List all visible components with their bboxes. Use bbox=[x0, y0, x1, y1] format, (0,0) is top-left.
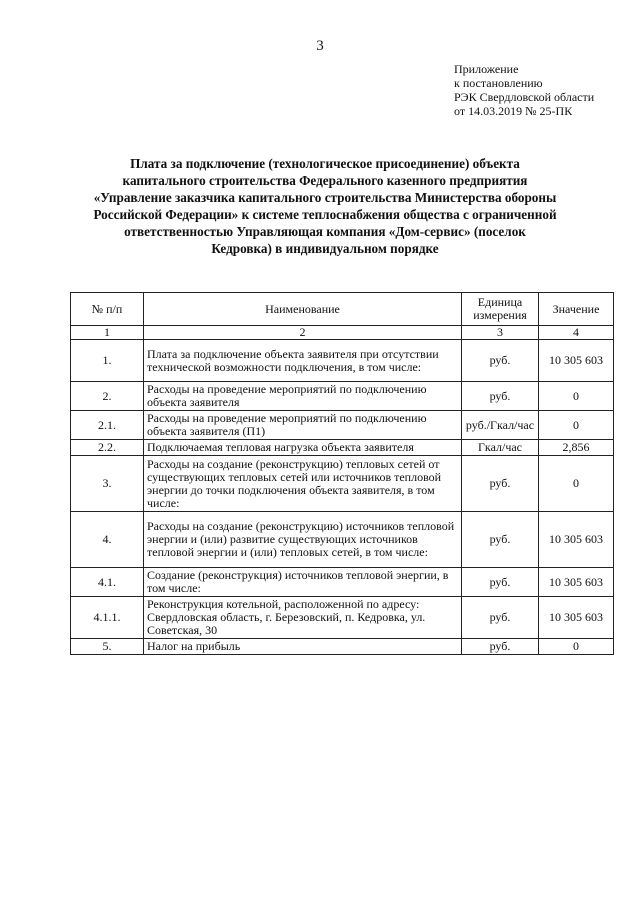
table-row bbox=[71, 456, 614, 512]
appendix-block bbox=[454, 62, 594, 118]
index-cell: 3 bbox=[462, 326, 539, 340]
row-name: Подключаемая тепловая нагрузка объекта заявителя bbox=[144, 440, 462, 456]
table-row bbox=[71, 340, 614, 382]
row-value: 10 305 603 bbox=[539, 512, 614, 568]
table-row bbox=[71, 568, 614, 597]
table-header-row bbox=[71, 293, 614, 326]
row-unit: руб. bbox=[462, 340, 539, 382]
row-num: 5. bbox=[71, 639, 144, 655]
row-num: 2.2. bbox=[71, 440, 144, 456]
row-value: 10 305 603 bbox=[539, 568, 614, 597]
title-line: Кедровка) в индивидуальном порядке bbox=[211, 241, 439, 256]
index-cell: 4 bbox=[539, 326, 614, 340]
header-num: № п/п bbox=[71, 293, 144, 326]
row-value: 0 bbox=[539, 456, 614, 512]
title-line: Плата за подключение (технологическое присоединение) объекта bbox=[130, 156, 520, 171]
appendix-line: РЭК Свердловской области bbox=[454, 90, 595, 104]
row-value: 0 bbox=[539, 639, 614, 655]
row-num: 4.1. bbox=[71, 568, 144, 597]
table-row bbox=[71, 382, 614, 411]
title-line: Российской Федерации» к системе теплоснабжения общества с ограниченной bbox=[93, 207, 557, 222]
table-row bbox=[71, 512, 614, 568]
row-name: Плата за подключение объекта заявителя при отсутствии технической возможности подключения, в том числе: bbox=[144, 340, 462, 382]
header-name: Наименование bbox=[144, 293, 462, 326]
appendix-line: Приложение bbox=[454, 62, 519, 76]
row-unit: руб. bbox=[462, 639, 539, 655]
appendix-line: от 14.03.2019 № 25-ПК bbox=[454, 104, 573, 118]
table-row bbox=[71, 639, 614, 655]
title-line: ответственностью Управляющая компания «Дом-сервис» (поселок bbox=[124, 224, 526, 239]
tariff-table bbox=[70, 292, 614, 655]
row-unit: руб./Гкал/час bbox=[462, 411, 539, 440]
row-unit: Гкал/час bbox=[462, 440, 539, 456]
title-line: капитального строительства Федерального казенного предприятия bbox=[122, 173, 528, 188]
row-num: 4.1.1. bbox=[71, 597, 144, 639]
table-row bbox=[71, 597, 614, 639]
page-number: 3 bbox=[316, 38, 324, 54]
row-name: Расходы на проведение мероприятий по подключению объекта заявителя bbox=[144, 382, 462, 411]
row-name: Расходы на создание (реконструкцию) тепловых сетей от существующих тепловых сетей или источников тепловой энергии до точки подключения объекта заявителя, в том числе: bbox=[144, 456, 462, 512]
index-cell: 2 bbox=[144, 326, 462, 340]
row-unit: руб. bbox=[462, 512, 539, 568]
row-name: Создание (реконструкция) источников тепловой энергии, в том числе: bbox=[144, 568, 462, 597]
column-index-row bbox=[71, 326, 614, 340]
table-row bbox=[71, 411, 614, 440]
row-num: 1. bbox=[71, 340, 144, 382]
row-unit: руб. bbox=[462, 597, 539, 639]
table-row bbox=[71, 440, 614, 456]
row-value: 10 305 603 bbox=[539, 597, 614, 639]
row-value: 2,856 bbox=[539, 440, 614, 456]
header-unit: Единица измерения bbox=[462, 293, 539, 326]
row-name: Расходы на проведение мероприятий по подключению объекта заявителя (П1) bbox=[144, 411, 462, 440]
row-num: 4. bbox=[71, 512, 144, 568]
row-unit: руб. bbox=[462, 456, 539, 512]
row-value: 0 bbox=[539, 382, 614, 411]
row-name: Реконструкция котельной, расположенной по адресу: Свердловская область, г. Березовский, п. Кедровка, ул. Советская, 30 bbox=[144, 597, 462, 639]
row-unit: руб. bbox=[462, 568, 539, 597]
row-value: 10 305 603 bbox=[539, 340, 614, 382]
row-value: 0 bbox=[539, 411, 614, 440]
row-num: 3. bbox=[71, 456, 144, 512]
row-name: Налог на прибыль bbox=[144, 639, 462, 655]
title-line: «Управление заказчика капитального строительства Министерства обороны bbox=[93, 190, 557, 205]
index-cell: 1 bbox=[71, 326, 144, 340]
row-num: 2.1. bbox=[71, 411, 144, 440]
row-num: 2. bbox=[71, 382, 144, 411]
document-title bbox=[70, 155, 580, 257]
header-value: Значение bbox=[539, 293, 614, 326]
row-unit: руб. bbox=[462, 382, 539, 411]
row-name: Расходы на создание (реконструкцию) источников тепловой энергии и (или) развитие существующих источников тепловой энергии и (или) тепловых сетей, в том числе: bbox=[144, 512, 462, 568]
appendix-line: к постановлению bbox=[454, 76, 543, 90]
